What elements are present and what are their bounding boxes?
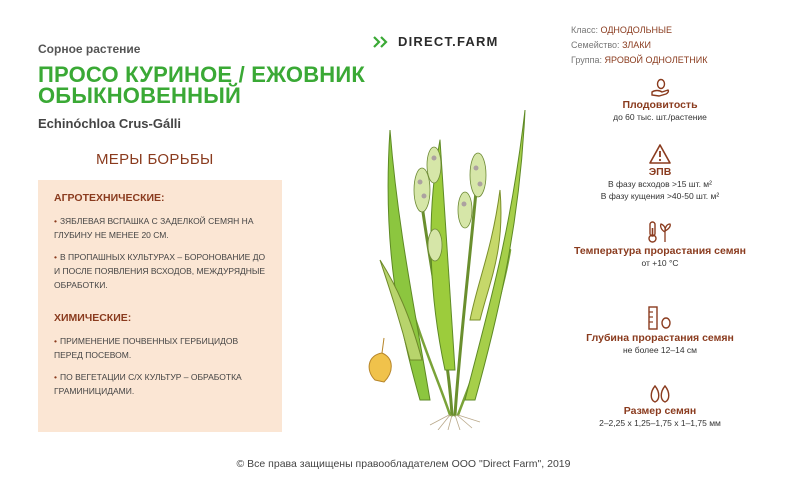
family-label: Семейство: <box>571 40 620 50</box>
chem-title: ХИМИЧЕСКИЕ: <box>54 312 132 324</box>
classification <box>571 23 707 68</box>
bullet-icon: • <box>54 336 57 346</box>
group-value: ЯРОВОЙ ОДНОЛЕТНИК <box>604 55 708 65</box>
fact-title: Глубина прорастания семян <box>586 332 734 344</box>
fact-text: не более 12–14 см <box>622 345 698 355</box>
fact-title: Плодовитость <box>622 99 698 111</box>
class-label: Класс: <box>571 25 598 35</box>
fact-depth <box>570 305 750 356</box>
fact-fertility <box>570 78 750 123</box>
plant-illustration <box>360 70 540 430</box>
subtitle: Сорное растение <box>38 42 141 56</box>
fact-text: до 60 тыс. шт./растение <box>613 112 707 122</box>
bullet-icon: • <box>54 252 57 262</box>
chem-item-text: ПРИМЕНЕНИЕ ПОЧВЕННЫХ ГЕРБИЦИДОВ ПЕРЕД ПОСЕВОМ. <box>54 336 239 360</box>
fact-text: В фазу всходов >15 шт. м² <box>608 179 712 189</box>
fact-text-2: В фазу кущения >40-50 шт. м² <box>600 191 720 201</box>
class-value: ОДНОДОЛЬНЫЕ <box>600 25 672 35</box>
chem-item <box>54 334 266 362</box>
measures-title: МЕРЫ БОРЬБЫ <box>96 151 214 168</box>
chem-item <box>54 370 266 398</box>
agro-item <box>54 250 266 292</box>
family-row <box>571 38 707 53</box>
thermometer-sprout-icon <box>645 220 675 244</box>
fact-title: Температура прорастания семян <box>574 245 746 257</box>
fact-text: от +10 °С <box>641 258 679 268</box>
fact-size <box>570 384 750 429</box>
measures-panel <box>38 180 282 432</box>
fact-text: 2–2,25 х 1,25–1,75 х 1–1,75 мм <box>599 418 721 428</box>
seeds-icon <box>647 384 673 404</box>
chevron-double-right-icon <box>372 36 392 48</box>
class-row <box>571 23 707 38</box>
bullet-icon: • <box>54 372 57 382</box>
group-label: Группа: <box>571 55 603 65</box>
logo <box>372 34 499 49</box>
family-value: ЗЛАКИ <box>622 40 652 50</box>
agro-item-text: В ПРОПАШНЫХ КУЛЬТУРАХ – БОРОНОВАНИЕ ДО И ПОСЛЕ ПОЯВЛЕНИЯ ВСХОДОВ, МЕЖДУРЯДНЫЕ ОБРАБОТКИ. <box>54 252 266 290</box>
fact-title: ЭПВ <box>648 166 672 178</box>
fact-temperature <box>570 220 750 269</box>
bullet-icon: • <box>54 216 57 226</box>
group-row <box>571 53 707 68</box>
depth-gauge-icon <box>645 305 675 331</box>
chem-item-text: ПО ВЕГЕТАЦИИ С/Х КУЛЬТУР – ОБРАБОТКА ГРАМИНИЦИДАМИ. <box>54 372 242 396</box>
latin-name: Echinóchloa Crus-Gálli <box>38 116 182 131</box>
agro-title: АГРОТЕХНИЧЕСКИЕ: <box>54 192 165 204</box>
logo-text: DIRECT.FARM <box>398 34 499 49</box>
fact-title: Размер семян <box>623 405 697 417</box>
agro-item-text: ЗЯБЛЕВАЯ ВСПАШКА С ЗАДЕЛКОЙ СЕМЯН НА ГЛУБИНУ НЕ МЕНЕЕ 20 СМ. <box>54 216 254 240</box>
seed-hand-icon <box>649 78 671 98</box>
page-title: ПРОСО КУРИНОЕ / ЕЖОВНИК ОБЫКНОВЕННЫЙ <box>38 62 366 108</box>
fact-epv <box>570 143 750 202</box>
agro-item <box>54 214 266 242</box>
warning-icon <box>648 143 672 165</box>
copyright-footer: © Все права защищены правообладателем ООО "Direct Farm", 2019 <box>236 458 571 470</box>
